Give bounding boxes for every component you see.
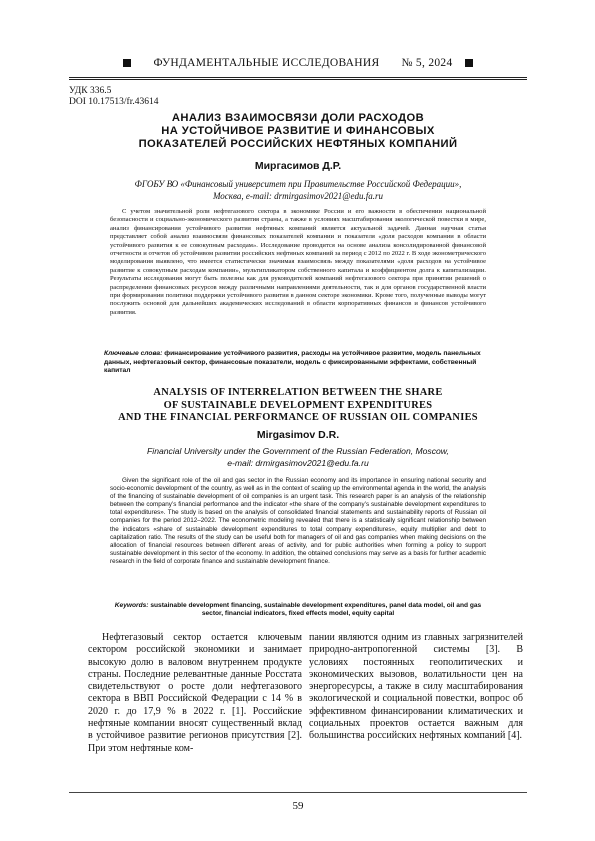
ru-affiliation-line: ФГОБУ ВО «Финансовый университет при Правительстве Российской Федерации», xyxy=(134,179,462,189)
header-rule-bottom xyxy=(69,79,527,80)
page-number: 59 xyxy=(292,800,304,812)
issue-number: № 5, 2024 xyxy=(401,57,453,69)
udc-code: УДК 336.5 xyxy=(69,86,112,96)
en-title-line: OF SUSTAINABLE DEVELOPMENT EXPENDITURES xyxy=(163,399,433,411)
header-rule-top xyxy=(69,77,527,78)
ru-affiliation xyxy=(69,178,527,202)
footer-rule xyxy=(69,792,527,793)
en-abstract: Given the significant role of the oil and gas sector in the Russian economy and its importance in ensuring national security and socio-economic development of the country, as well as in the context of scaling up the environmental agenda in the world, the analysis of the financing of sustainable development of oil companies is an urgent task. This research paper is an analysis of the relationship between the company’s financial performance and the indicator «the share of the company’s sustainable development expenditures to total expenditures». The study is based on the analysis of consolidated financial statements and sustainability reports of Russian oil companies for the period 2012–2022. The econometric modeling revealed that there is a statistically significant relationship between the indicators «share of sustainable development expenditures to total company expenditures», equity multiplier and debt to capitalization ratio. The results of the study can be useful both for managers of oil and gas companies when making decisions on the allocation of financial resources between different areas of activity, and for public authorities when forming a policy to support sustainable development in this sector of the economy. In addition, the obtained conclusions may serve as a basis for further academic research in the field of corporate finance and sustainable development finance. xyxy=(110,477,486,565)
body-column-left: Нефтегазовый сектор остается ключевым сектором российской экономики и занимает высокую долю в валовом внутреннем продукте страны. Последние релевантные данные Росстата свидетельствуют о росте доли нефтегазового сектора в ВВП Российской Федерации с 14 % в 2020 г. до 17,9 % в 2022 г. [1]. Российские нефтяные компании вносят существенный вклад в устойчивое развитие регионов присутствия [2]. При этом нефтяные ком- xyxy=(88,632,302,754)
ru-keywords xyxy=(104,350,492,376)
ru-title-line: АНАЛИЗ ВЗАИМОСВЯЗИ ДОЛИ РАСХОДОВ xyxy=(171,112,425,124)
ru-title-line: ПОКАЗАТЕЛЕЙ РОССИЙСКИХ НЕФТЯНЫХ КОМПАНИЙ xyxy=(138,138,458,150)
doi: DOI 10.17513/fr.43614 xyxy=(69,97,159,107)
ru-keywords-label: Ключевые слова: xyxy=(104,350,163,357)
article-meta xyxy=(69,86,158,108)
en-affiliation-line: Financial University under the Government of the Russian Federation, Moscow, xyxy=(147,446,449,456)
ru-keywords-text: финансирование устойчивого развития, расходы на устойчивое развитие, модель панельных данных, нефтегазовый сектор, финансовые показатели, модель с фиксированными эффектами, собственный капитал xyxy=(104,350,481,375)
body-column-right: пании являются одним из главных загрязнителей природно-антропогенной системы [3]. В условиях постоянных геополитических и экономических вызовов, волатильности цен на энергоресурсы, а также в силу масштабирования экологической и социальной повестки, вопрос об эффективном финансировании климатических и социальных проектов остается важным для большинства российских нефтяных компаний [4]. xyxy=(309,632,523,742)
journal-header xyxy=(118,57,478,69)
header-square-right-icon xyxy=(465,59,473,67)
header-square-left-icon xyxy=(123,59,131,67)
ru-abstract: С учетом значительной роли нефтегазового сектора в экономике России и его важности в обеспечении национальной безопасности и социально-экономического развития страны, а также в условиях масштабирования экологической повестки в мире, анализ финансирования устойчивого развития нефтяных компаний является актуальной задачей. Данная научная статья представляет собой анализ взаимосвязи финансовых показателей компании и показателя «доля расходов компании в области устойчивого развития к ее совокупным расходам». Исследование проводится на основе анализа консолидированной финансовой отчетности и отчетов об устойчивом развитии российских нефтяных компаний за период с 2012 по 2022 г. В ходе эконометрического моделирования выявлено, что имеется статистически значимая взаимосвязь между показателями «доля расходов на устойчивое развитие к совокупным расходам компании», мультипликатором собственного капитала и коэффициентом долга к капитализации. Результаты исследования могут быть полезны как для руководителей компаний нефтегазового сектора при принятии решений о распределении финансовых ресурсов между различными направлениями деятельности, так и для органов государственной власти при формировании политики поддержки устойчивого развития в данном секторе экономики. Кроме того, полученные выводы могут послужить основой для дальнейших академических исследований в области корпоративных финансов и финансов устойчивого развития. xyxy=(110,208,486,316)
ru-affiliation-line: Москва, e-mail: drmirgasimov2021@edu.fa.ru xyxy=(212,191,384,201)
en-title-line: ANALYSIS OF INTERRELATION BETWEEN THE SHARE xyxy=(153,387,443,398)
ru-title-line: НА УСТОЙЧИВОЕ РАЗВИТИЕ И ФИНАНСОВЫХ xyxy=(161,125,435,137)
en-article-title xyxy=(69,387,527,425)
en-title-line: AND THE FINANCIAL PERFORMANCE OF RUSSIAN OIL COMPANIES xyxy=(118,412,478,424)
journal-name: ФУНДАМЕНТАЛЬНЫЕ ИССЛЕДОВАНИЯ xyxy=(153,57,380,69)
en-keywords-label: Keywords: xyxy=(114,602,149,609)
ru-article-title xyxy=(69,112,527,151)
ru-author: Миргасимов Д.Р. xyxy=(254,160,342,172)
en-affiliation xyxy=(69,446,527,469)
en-keywords-text: sustainable development financing, sustainable development expenditures, panel data model, oil and gas sector, financial indicators, fixed effects model, equity capital xyxy=(150,602,482,618)
en-keywords xyxy=(104,602,492,619)
en-affiliation-line: e-mail: drmirgasimov2021@edu.fa.ru xyxy=(227,457,369,468)
en-author: Mirgasimov D.R. xyxy=(256,429,340,441)
